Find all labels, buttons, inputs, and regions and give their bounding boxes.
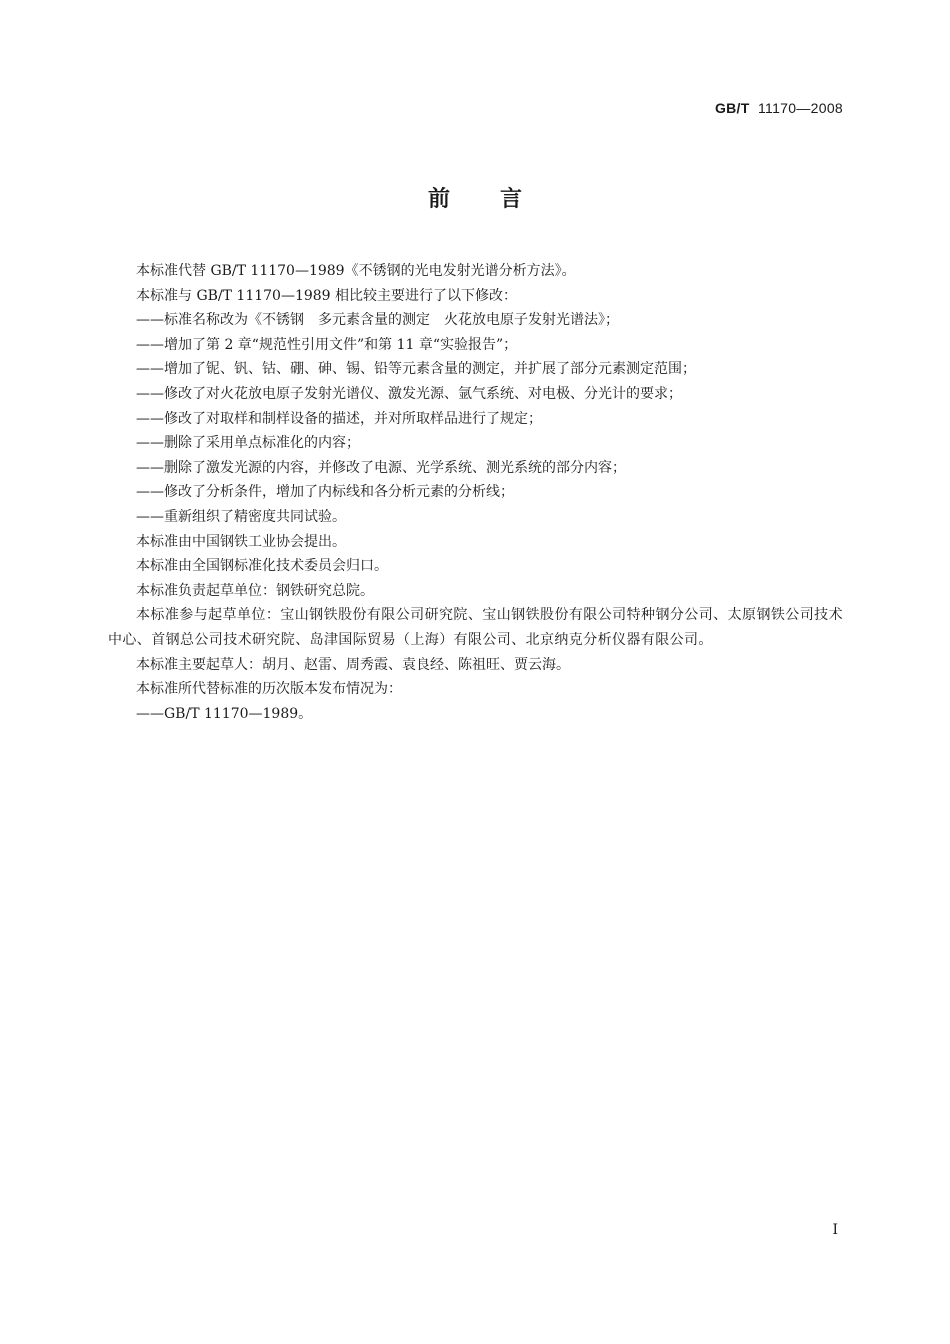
paragraph-previous-editions: 本标准所代替标准的历次版本发布情况为： xyxy=(136,681,402,698)
change-item-chapters: ——增加了第 2 章“规范性引用文件”和第 11 章“实验报告”； xyxy=(136,336,518,353)
change-item-title: ——标准名称改为《不锈钢 多元素含量的测定 火花放电原子发射光谱法》； xyxy=(136,312,619,329)
change-item-instrument: ——修改了对火花放电原子发射光谱仪、激发光源、氩气系统、对电极、分光计的要求； xyxy=(136,385,682,402)
paragraph-participating-units: 本标准参与起草单位：宝山钢铁股份有限公司研究院、宝山钢铁股份有限公司特种钢分公司、太原钢铁公司技术中心、首钢总公司技术研究院、岛津国际贸易（上海）有限公司、北京纳克分析仪器有限公司。 xyxy=(108,607,843,648)
paragraph-drafters: 本标准主要起草人：胡月、赵雷、周秀霞、袁良经、陈祖旺、贾云海。 xyxy=(136,656,570,673)
paragraph-proposed-by: 本标准由中国钢铁工业协会提出。 xyxy=(136,533,346,550)
paragraph-replaces: 本标准代替 GB/T 11170—1989《不锈钢的光电发射光谱分析方法》。 xyxy=(136,263,576,279)
page-number: I xyxy=(832,1222,838,1238)
standard-number: 11170—2008 xyxy=(758,100,843,116)
change-item-sampling: ——修改了对取样和制样设备的描述，并对所取样品进行了规定； xyxy=(136,410,542,427)
change-item-analysis-conditions: ——修改了分析条件，增加了内标线和各分析元素的分析线； xyxy=(136,484,514,501)
change-item-elements: ——增加了铌、钒、钴、硼、砷、锡、铅等元素含量的测定，并扩展了部分元素测定范围； xyxy=(136,361,696,378)
change-item-light-source: ——删除了激发光源的内容，并修改了电源、光学系统、测光系统的部分内容； xyxy=(136,459,626,476)
foreword-body xyxy=(108,259,843,726)
paragraph-changes-intro: 本标准与 GB/T 11170—1989 相比较主要进行了以下修改： xyxy=(136,287,518,304)
change-item-precision: ——重新组织了精密度共同试验。 xyxy=(136,508,346,525)
paragraph-centralized-by: 本标准由全国钢标准化技术委员会归口。 xyxy=(136,558,388,575)
standard-code xyxy=(715,100,843,116)
change-item-standardization: ——删除了采用单点标准化的内容； xyxy=(136,435,360,452)
page-title: 前言 xyxy=(427,187,572,212)
previous-edition-item: ——GB/T 11170—1989。 xyxy=(136,705,313,722)
standard-prefix: GB/T xyxy=(714,100,750,116)
paragraph-drafting-unit: 本标准负责起草单位：钢铁研究总院。 xyxy=(136,582,374,599)
